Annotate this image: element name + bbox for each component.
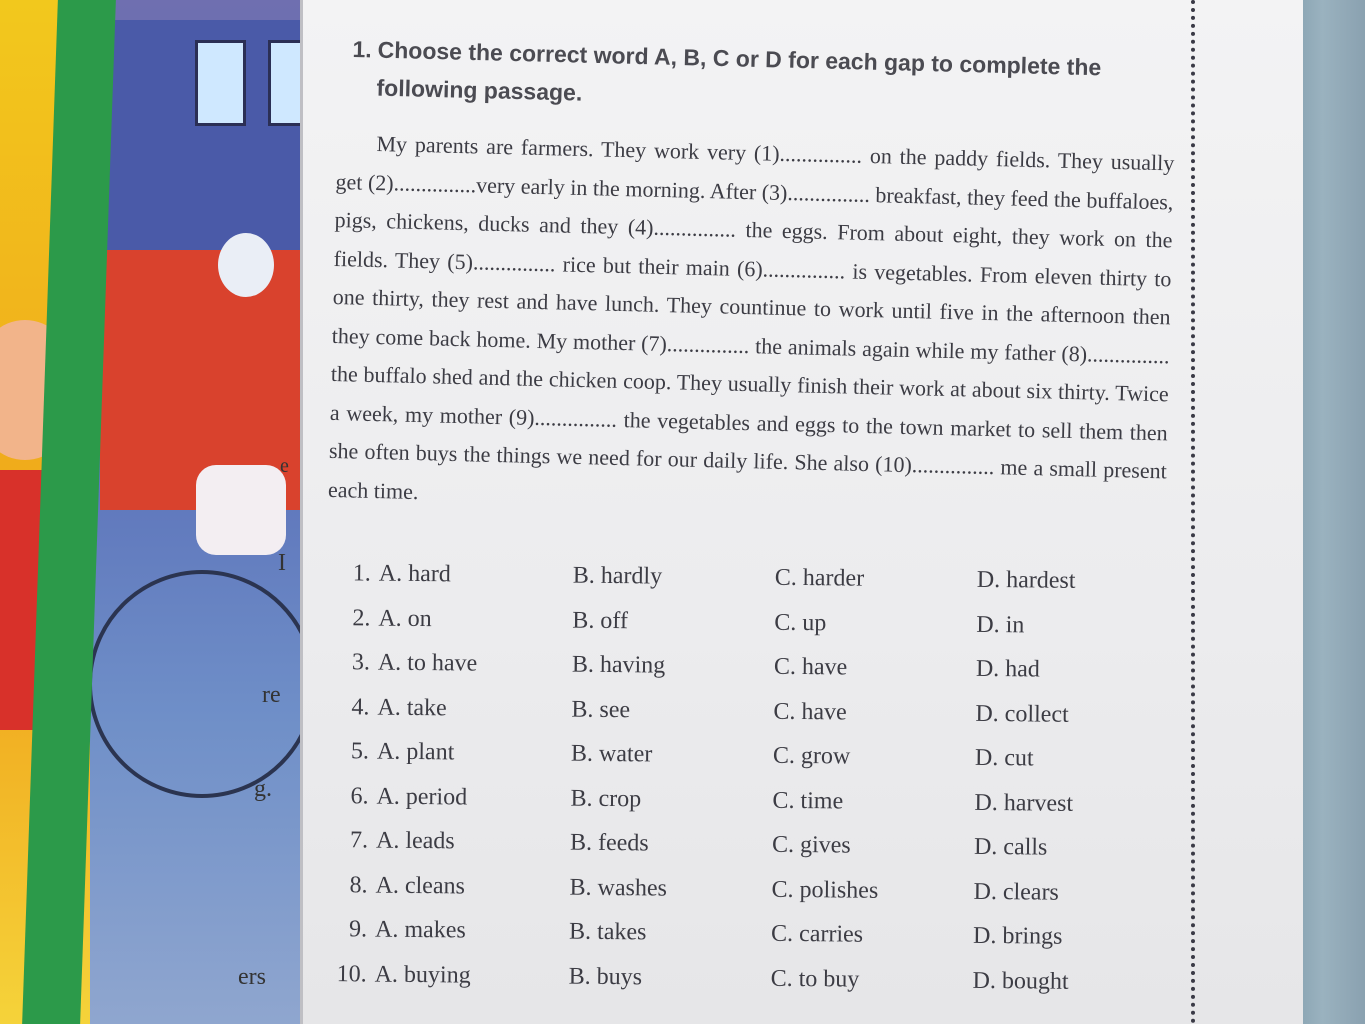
question-number: 8.: [349, 871, 368, 898]
illustration-balloon: [218, 233, 274, 297]
option-d: D. bought: [972, 967, 1069, 995]
answer-options: [318, 560, 1143, 1014]
option-c: C. harder: [774, 564, 865, 592]
option-d: D. cut: [974, 744, 1034, 772]
option-b: B. having: [571, 651, 666, 679]
option-c: C. polishes: [771, 876, 879, 904]
option-b: B. buys: [568, 963, 643, 990]
question-number: 9.: [348, 916, 368, 943]
exercise-number: 1.: [352, 35, 373, 63]
option-b: B. water: [570, 740, 653, 768]
option-c: C. gives: [771, 831, 851, 859]
option-d: D. harvest: [974, 789, 1074, 817]
option-b: B. off: [572, 607, 629, 634]
option-a: A. period: [376, 783, 468, 811]
option-a: A. plant: [376, 738, 455, 766]
margin-fragment: ers: [238, 964, 266, 990]
worksheet-page: [300, 0, 1303, 1024]
option-c: C. have: [773, 653, 848, 681]
question-row: [318, 960, 1138, 1013]
option-d: D. hardest: [976, 566, 1076, 594]
option-a: A. makes: [374, 916, 466, 944]
option-b: B. crop: [570, 785, 642, 812]
question-number: 4.: [351, 693, 370, 720]
margin-fragment: e: [280, 455, 289, 477]
option-d: D. had: [975, 655, 1041, 683]
option-b: B. hardly: [572, 562, 663, 590]
exercise-instruction: [351, 30, 1173, 126]
option-c: C. time: [772, 787, 844, 814]
option-a: A. buying: [374, 961, 471, 989]
option-a: A. to have: [377, 649, 478, 677]
option-a: A. take: [377, 694, 447, 721]
passage-text: My parents are farmers. They work very (1)............... on the paddy fields. They usually get (2)...............very early in the morning. After (3)............... breakfast, they feed the buffaloes, pigs, chickens, ducks and they (4)............... the eggs. From about eight, they work on the fields. They (5)............... rice but their main (6)............... is vegetables. From eleven thirty to one thirty, they rest and have lunch. They countinue to work until five in the afternoon then they come back home. My mother (7)............... the animals again while my father (8)............... the buffalo shed and the chicken coop. They usually finish their work at about six thirty. Twice a week, my mother (9)............... the vegetables and eggs to the town market to sell them then she often buys the things we need for our daily life. She also (10)............... me a small present each time.: [327, 130, 1175, 504]
option-d: D. clears: [973, 878, 1059, 906]
option-b: B. takes: [568, 918, 647, 946]
instruction-line-2: following passage.: [376, 74, 583, 106]
option-b: B. washes: [569, 874, 668, 902]
option-a: A. cleans: [375, 872, 466, 900]
question-number: 5.: [350, 738, 370, 765]
margin-fragment: I: [278, 550, 286, 576]
option-c: C. have: [773, 698, 847, 725]
option-c: C. grow: [772, 742, 851, 770]
question-number: 3.: [351, 649, 371, 676]
instruction-line-1: Choose the correct word A, B, C or D for each gap to complete the: [377, 36, 1102, 81]
background-illustration: [0, 0, 300, 1024]
reading-passage: [328, 124, 1175, 529]
option-d: D. in: [976, 611, 1025, 638]
option-d: D. collect: [975, 700, 1069, 728]
option-d: D. brings: [972, 922, 1063, 950]
option-b: B. feeds: [569, 829, 649, 857]
option-a: A. hard: [378, 560, 451, 588]
question-number: 1.: [352, 560, 371, 587]
option-a: A. on: [378, 605, 432, 632]
question-number: 6.: [350, 782, 369, 809]
margin-fragment: g.: [254, 776, 272, 802]
option-a: A. leads: [375, 827, 455, 855]
cut-line: [1191, 0, 1195, 1024]
margin-fragment: re: [262, 682, 281, 708]
question-number: 7.: [349, 827, 369, 854]
option-c: C. up: [774, 609, 827, 636]
option-c: C. to buy: [770, 965, 860, 993]
option-b: B. see: [571, 696, 631, 723]
question-number: 2.: [352, 604, 371, 631]
question-number: 10.: [336, 960, 367, 987]
option-c: C. carries: [770, 920, 864, 948]
option-d: D. calls: [973, 833, 1048, 861]
